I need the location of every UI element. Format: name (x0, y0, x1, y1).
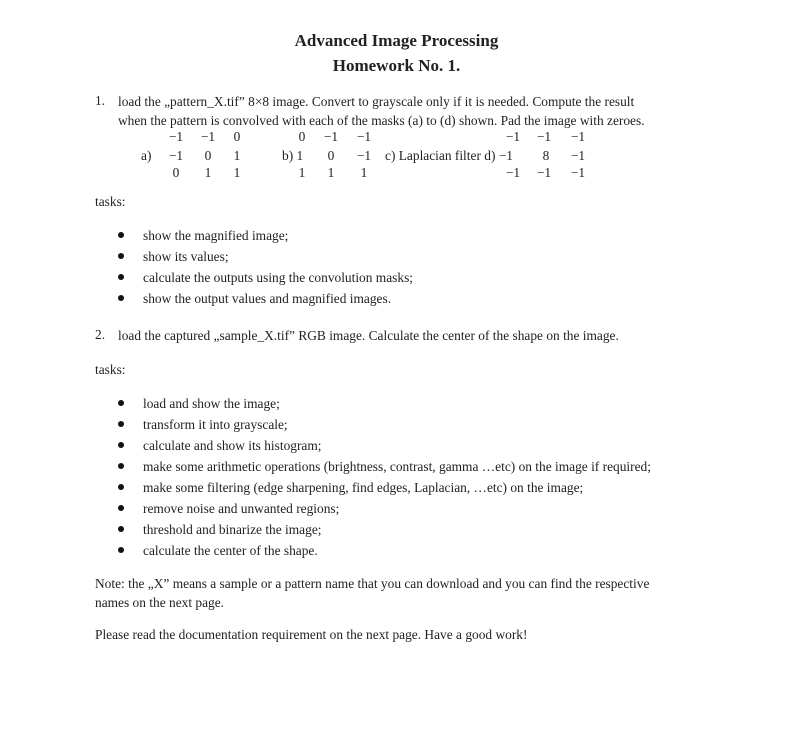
mask-d-cell: −1 (536, 129, 552, 144)
list-item: transform it into grayscale; (118, 414, 651, 435)
bullet-icon (118, 463, 124, 469)
mask-b-cell: −1 (356, 148, 372, 163)
note-line-2: names on the next page. (95, 595, 225, 610)
mask-a-cell: 0 (204, 148, 212, 163)
list-item: make some arithmetic operations (brightness, contrast, gamma …etc) on the image if required; (118, 456, 651, 477)
mask-a-cell: 1 (233, 148, 241, 163)
bullet-icon (118, 484, 124, 490)
mask-d-cell: −1 (505, 129, 521, 144)
closing-text: Please read the documentation requirement on the next page. Have a good work! (95, 627, 528, 642)
mask-b-cell: 0 (327, 148, 335, 163)
list-item: make some filtering (edge sharpening, find edges, Laplacian, …etc) on the image; (118, 477, 651, 498)
item-1-line-1: load the „pattern_X.tif” 8×8 image. Convert to grayscale only if it is needed. Compute the result (118, 94, 635, 109)
mask-a-cell: 1 (233, 165, 241, 180)
mask-d-cell: 8 (542, 148, 550, 163)
bullet-icon (118, 232, 124, 238)
bullet-icon (118, 526, 124, 532)
item-2-number: 2. (95, 327, 106, 342)
mask-a-cell: 1 (204, 165, 212, 180)
bullet-icon (118, 505, 124, 511)
document-subtitle: Homework No. 1. (332, 56, 461, 75)
mask-c-d-label: c) Laplacian filter d) −1 (385, 148, 514, 163)
bullet-icon (118, 547, 124, 553)
mask-d-cell: −1 (536, 165, 552, 180)
list-item: remove noise and unwanted regions; (118, 498, 651, 519)
list-item: threshold and binarize the image; (118, 519, 651, 540)
tasks-2-list (118, 393, 651, 561)
bullet-icon (118, 442, 124, 448)
mask-b-cell: 1 (298, 165, 306, 180)
document-title: Advanced Image Processing (294, 31, 499, 50)
note-line-1: Note: the „X” means a sample or a pattern name that you can download and you can find the respective (95, 576, 650, 591)
mask-a-cell: −1 (200, 129, 216, 144)
mask-b-cell: 0 (298, 129, 306, 144)
item-1-number: 1. (95, 93, 106, 108)
list-item: show its values; (118, 246, 413, 267)
tasks-2-label: tasks: (95, 362, 126, 377)
list-item: show the magnified image; (118, 225, 413, 246)
mask-d-cell: −1 (570, 148, 586, 163)
list-item: calculate the center of the shape. (118, 540, 651, 561)
mask-b-cell: 1 (327, 165, 335, 180)
bullet-icon (118, 421, 124, 427)
list-item: calculate the outputs using the convolution masks; (118, 267, 413, 288)
mask-b-cell: 1 (360, 165, 368, 180)
bullet-icon (118, 295, 124, 301)
list-item: show the output values and magnified images. (118, 288, 413, 309)
bullet-icon (118, 274, 124, 280)
item-2-text: load the captured „sample_X.tif” RGB image. Calculate the center of the shape on the image. (118, 328, 619, 343)
mask-d-cell: −1 (570, 129, 586, 144)
item-1-line-2: when the pattern is convolved with each of the masks (a) to (d) shown. Pad the image with zeroes. (118, 113, 645, 128)
mask-b-label: b) 1 (282, 148, 304, 163)
mask-b-cell: −1 (323, 129, 339, 144)
mask-b-cell: −1 (356, 129, 372, 144)
list-item: load and show the image; (118, 393, 651, 414)
mask-a-cell: 0 (233, 129, 241, 144)
tasks-1-list (118, 225, 413, 309)
bullet-icon (118, 253, 124, 259)
mask-d-cell: −1 (505, 165, 521, 180)
bullet-icon (118, 400, 124, 406)
mask-d-cell: −1 (570, 165, 586, 180)
mask-a-cell: −1 (168, 148, 184, 163)
tasks-1-label: tasks: (95, 194, 126, 209)
mask-a-label: a) (141, 148, 152, 163)
mask-a-cell: −1 (168, 129, 184, 144)
mask-a-cell: 0 (172, 165, 180, 180)
list-item: calculate and show its histogram; (118, 435, 651, 456)
